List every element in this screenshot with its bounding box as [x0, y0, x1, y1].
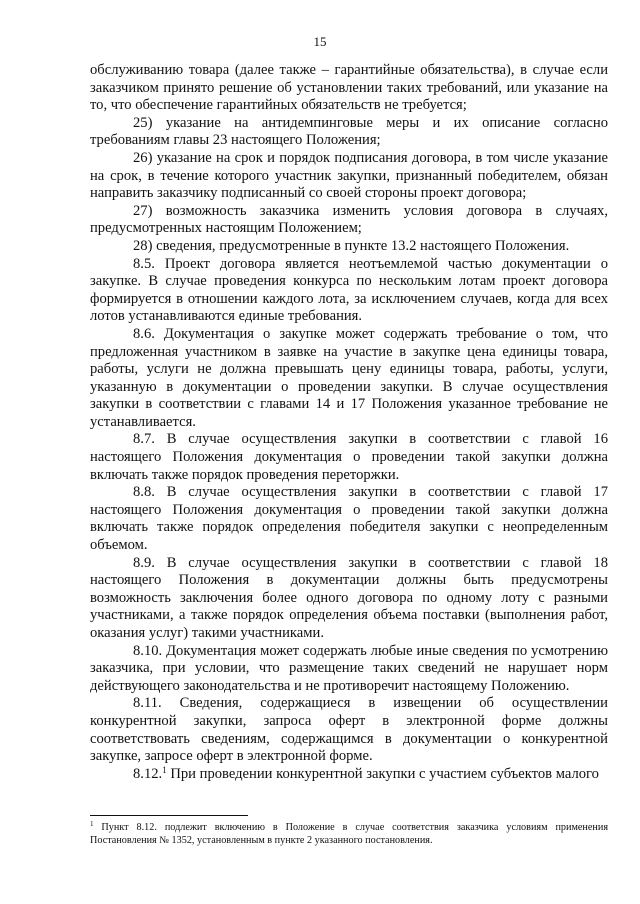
paragraph: 25) указание на антидемпинговые меры и их описание согласно требованиям главы 23 настоящего Положения;: [90, 114, 608, 149]
paragraph: 8.8. В случае осуществления закупки в соответствии с главой 17 настоящего Положения документация о проведении такой закупки должна включать также порядок определения победителя закупки с неопределенным объемом.: [90, 484, 608, 554]
paragraph: 8.7. В случае осуществления закупки в соответствии с главой 16 настоящего Положения документация о проведении такой закупки должна включать также порядок проведения переторжки.: [90, 431, 608, 483]
paragraph-last: [90, 766, 608, 784]
clause-number: 8.12.: [133, 765, 163, 782]
paragraph: 8.6. Документация о закупке может содержать требование о том, что предложенная участником в заявке на участие в закупке цена единицы товара, работы, услуги не должна превышать цену единицы товара, работы, услуги, указанную в документации о проведении закупки. В случае осуществления закупки в соответствии с главами 14 и 17 Положения указанное требование не устанавливается.: [90, 325, 608, 430]
paragraph: 27) возможность заказчика изменить условия договора в случаях, предусмотренных настоящим Положением;: [90, 202, 608, 237]
clause-text: При проведении конкурентной закупки с участием субъектов малого: [166, 765, 599, 782]
footnote-marker: 1: [90, 820, 94, 828]
footnote-reference[interactable]: 1: [162, 764, 167, 775]
paragraph: 8.5. Проект договора является неотъемлемой частью документации о закупке. В случае проведения конкурса по нескольким лотам проект договора формируется в отношении каждого лота, за исключением случаев, когда для всех лотов устанавливаются единые требования.: [90, 255, 608, 325]
paragraph: 8.10. Документация может содержать любые иные сведения по усмотрению заказчика, при условии, что размещение таких сведений не нарушает норм действующего законодательства и не противоречит настоящему Положению.: [90, 642, 608, 694]
paragraph: 26) указание на срок и порядок подписания договора, в том числе указание на срок, в течение которого участник закупки, признанный победителем, обязан направить заказчику подписанный со своей стороны проект договора;: [90, 149, 608, 202]
paragraph: 8.9. В случае осуществления закупки в соответствии с главой 18 настоящего Положения в документации должны быть предусмотрены возможность заключения более одного договора по одному лоту с разными участниками, а также порядок определения объема поставки (выполнения работ, оказания услуг) такими участниками.: [90, 554, 608, 641]
paragraph: 28) сведения, предусмотренные в пункте 13.2 настоящего Положения.: [133, 237, 570, 254]
footnote: [90, 821, 608, 847]
footnote-text: Пункт 8.12. подлежит включению в Положение в случае соответствия заказчика условиям применения Постановления № 1352, установленным в пункте 2 указанного постановления.: [90, 822, 608, 846]
paragraph: 8.11. Сведения, содержащиеся в извещении об осуществлении конкурентной закупки, запроса оферт в электронной форме должны соответствовать сведениям, содержащимся в документации о конкурентной закупке, запросе оферт в электронной форме.: [90, 695, 608, 765]
page-number: 15: [313, 34, 327, 49]
paragraph: обслуживанию товара (далее также – гарантийные обязательства), в случае если заказчиком принято решение об установлении таких требований, или указание на то, что обеспечение гарантийных обязательств не требуется;: [90, 62, 608, 114]
footnote-separator: [90, 815, 248, 816]
document-body: [90, 62, 608, 783]
